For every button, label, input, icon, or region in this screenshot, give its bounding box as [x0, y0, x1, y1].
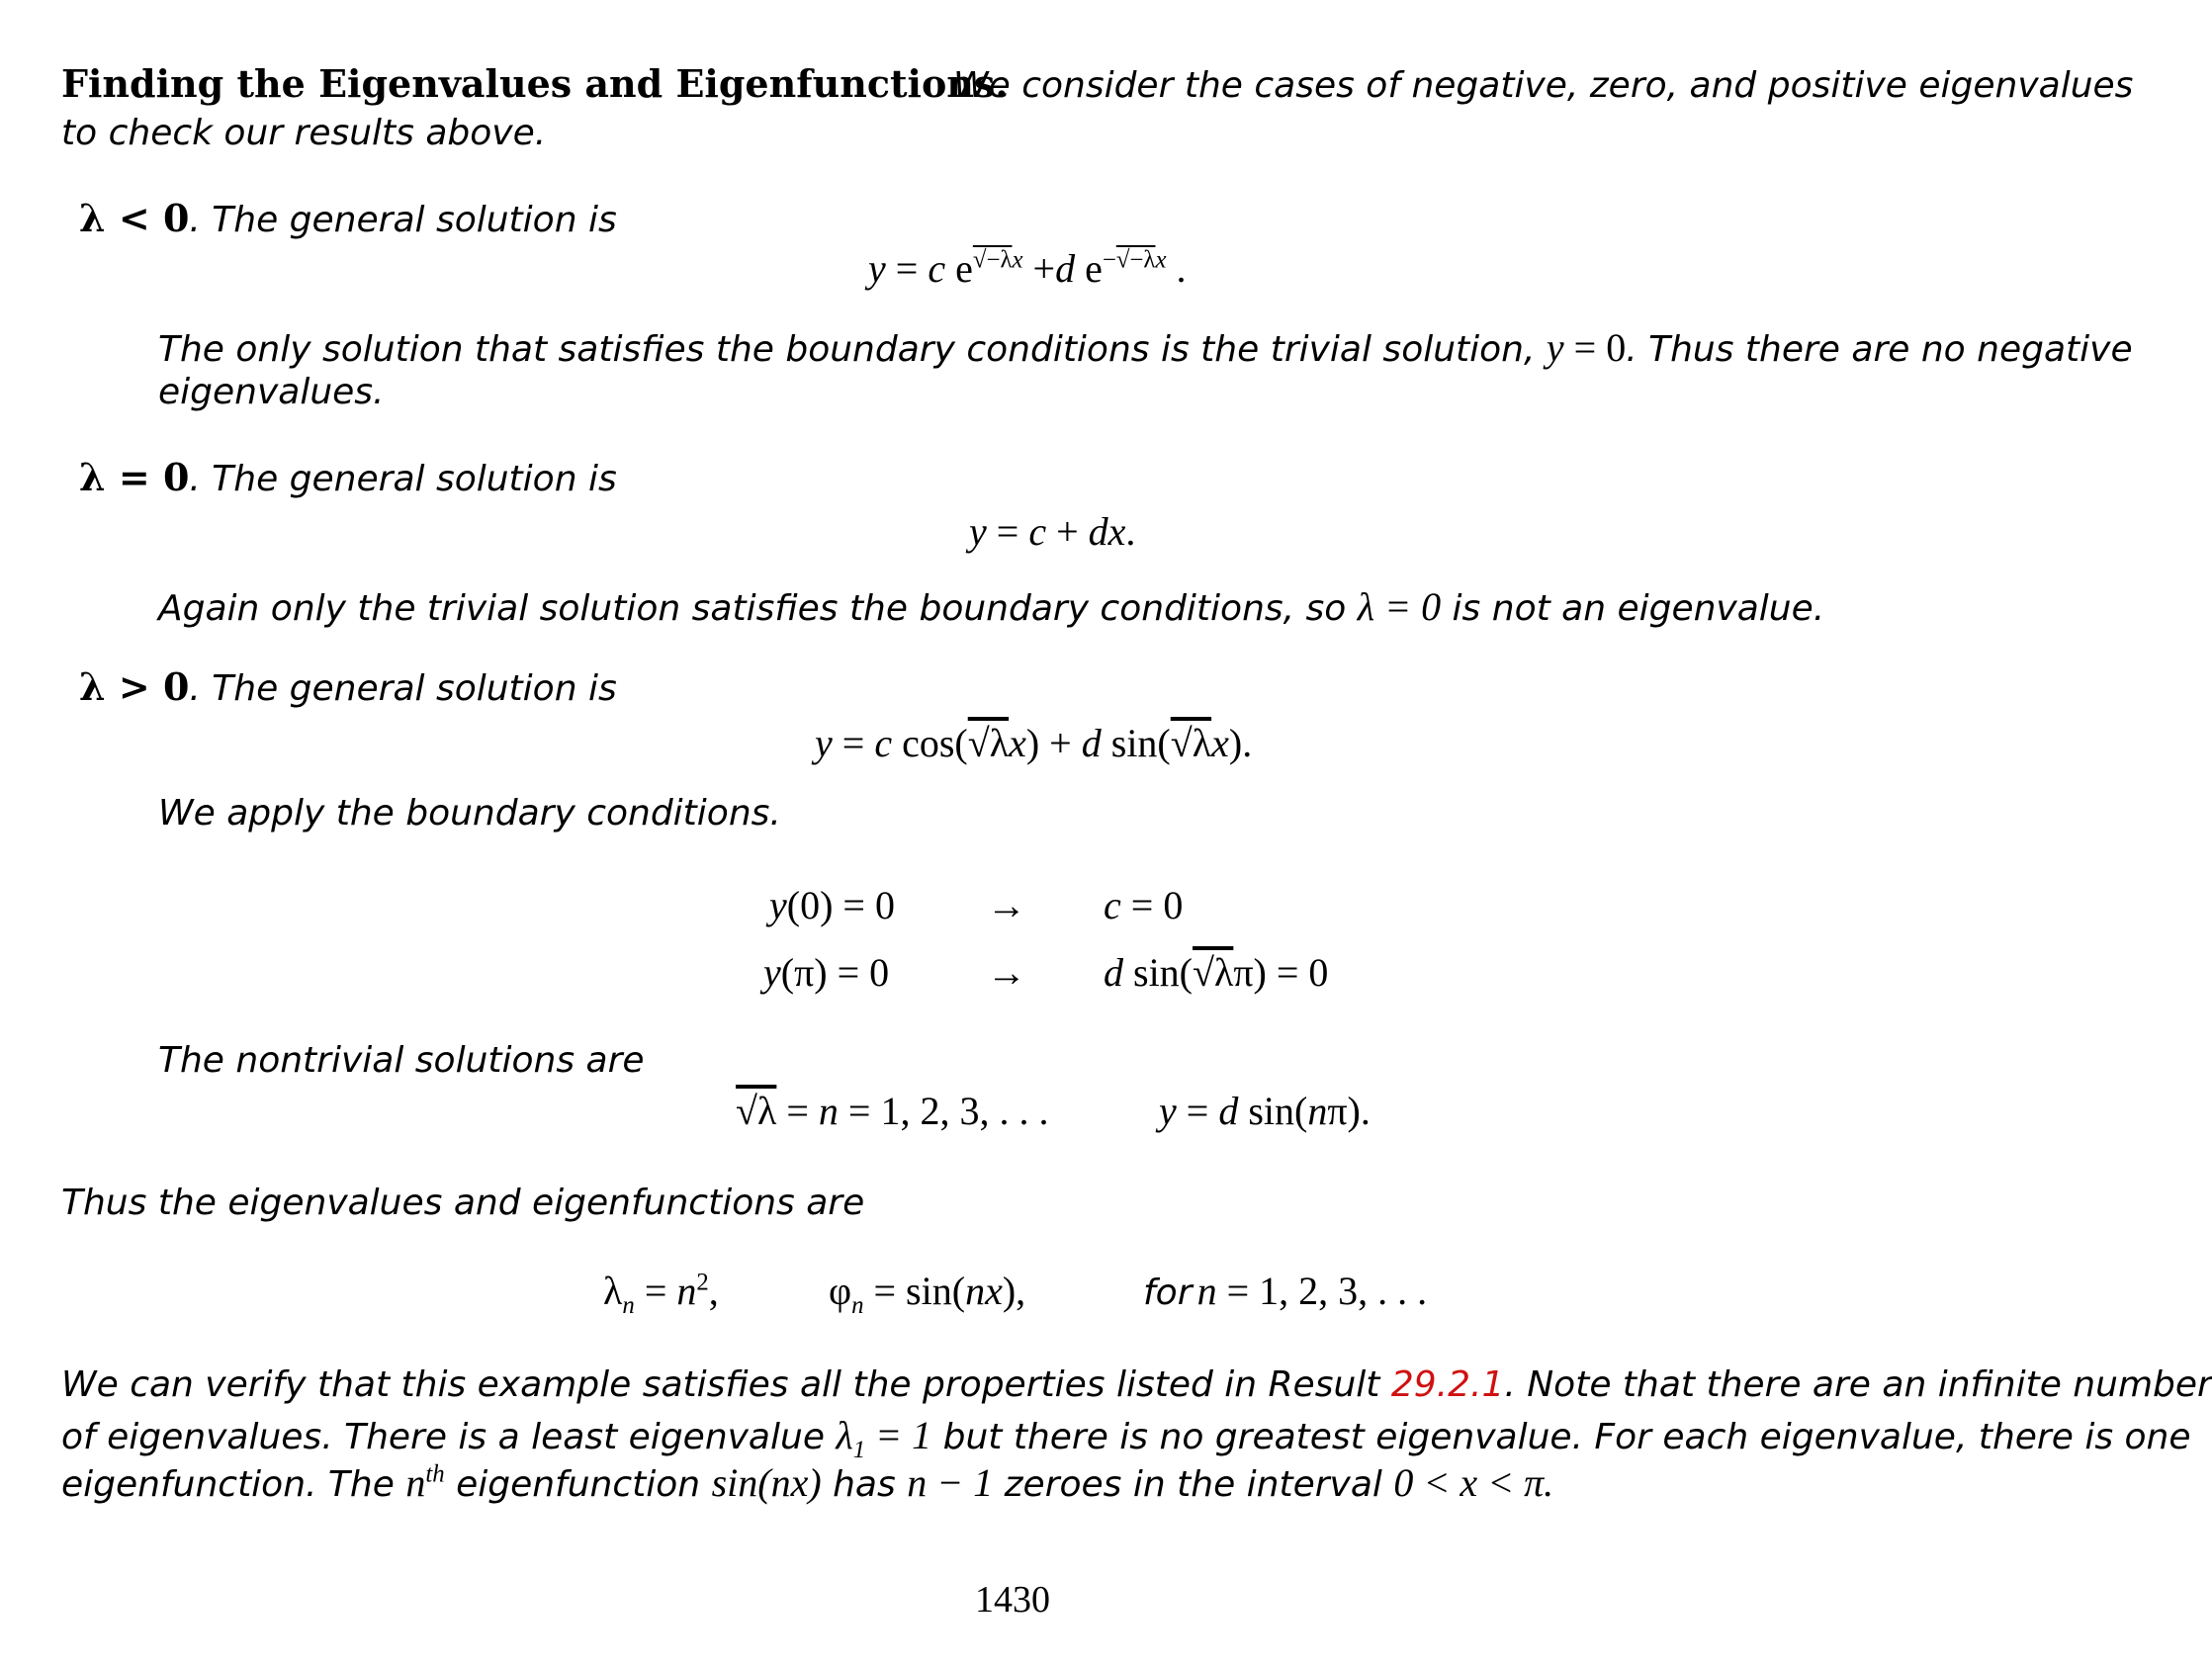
case-negative-label: λ < 0	[79, 196, 190, 240]
page-number: 1430	[975, 1579, 1050, 1621]
closing-line3: eigenfunction. The $n^{th}$ eigenfunction sin(nx) has n − 1 zeroes in the interval 0 < x < π.	[61, 1460, 1554, 1505]
case-zero-label: λ = 0	[79, 455, 190, 499]
bc-left-1: y(0) = 0	[769, 883, 895, 927]
case-negative-intro: . The general solution is	[189, 200, 617, 240]
case-positive-header	[79, 664, 617, 709]
heading-bold: Finding the Eigenvalues and Eigenfunctions.	[61, 61, 1009, 106]
nontrivial-eq-left: √λ = n = 1, 2, 3, . . .	[736, 1089, 1049, 1133]
case-negative-text-line2: eigenvalues.	[158, 372, 385, 412]
bc-right-2: d sin(√λπ) = 0	[1104, 950, 1329, 995]
nontrivial-text: The nontrivial solutions are	[158, 1040, 645, 1081]
section-heading	[61, 61, 1009, 106]
heading-text-line2: to check our results above.	[61, 113, 547, 153]
apply-boundary-text: We apply the boundary conditions.	[158, 793, 781, 834]
case-zero-text: Again only the trivial solution satisfies the boundary conditions, so λ = 0 is not an eigenvalue.	[158, 584, 1825, 629]
closing-line1: We can verify that this example satisfies all the properties listed in Result 29.2.1. Note that there are an infinite number	[61, 1364, 2212, 1405]
eigenfunction-formula: $\varphi_n = \sin(nx)$,	[829, 1269, 1026, 1319]
heading-text-line1: We consider the cases of negative, zero, and positive eigenvalues	[953, 65, 2134, 106]
case-positive-label: λ > 0	[79, 664, 190, 709]
case-positive-intro: . The general solution is	[189, 668, 617, 709]
bc-right-1: c = 0	[1104, 883, 1184, 927]
bc-arrow-2: →	[987, 950, 1026, 995]
case-zero-intro: . The general solution is	[189, 459, 617, 499]
closing-line2: of eigenvalues. There is a least eigenvalue $\lambda_1 = 1$ but there is no greatest eigenvalue. For each eigenvalue, there is one	[61, 1413, 2191, 1463]
result-reference-link[interactable]: 29.2.1	[1390, 1364, 1505, 1405]
bc-arrow-1: →	[987, 883, 1026, 927]
eigen-range: for n = 1, 2, 3, . . .	[1143, 1269, 1428, 1313]
math-lambda-zero: λ = 0	[1357, 584, 1442, 629]
equation-positive-solution: y = c cos(√λx) + d sin(√λx).	[815, 721, 1253, 765]
case-zero-header	[79, 455, 617, 499]
nontrivial-eq-right: y = d sin(nπ).	[1159, 1089, 1371, 1133]
equation-zero-solution: y = c + dx.	[969, 509, 1136, 554]
eigen-intro-text: Thus the eigenvalues and eigenfunctions are	[61, 1183, 865, 1223]
equation-negative-solution: y = c $e^{√-\lambda x} +d$ $e^{-√-\lambda x}$ .	[868, 246, 1187, 291]
bc-left-2: y(π) = 0	[763, 950, 890, 995]
case-negative-header	[79, 196, 617, 240]
math-y-equals-0: y = 0	[1546, 325, 1627, 370]
eigenvalue-formula: $\lambda_n = n^2$,	[603, 1269, 719, 1319]
case-negative-text-line1: The only solution that satisfies the boundary conditions is the trivial solution, y = 0. Thus there are no negative	[158, 325, 2133, 370]
